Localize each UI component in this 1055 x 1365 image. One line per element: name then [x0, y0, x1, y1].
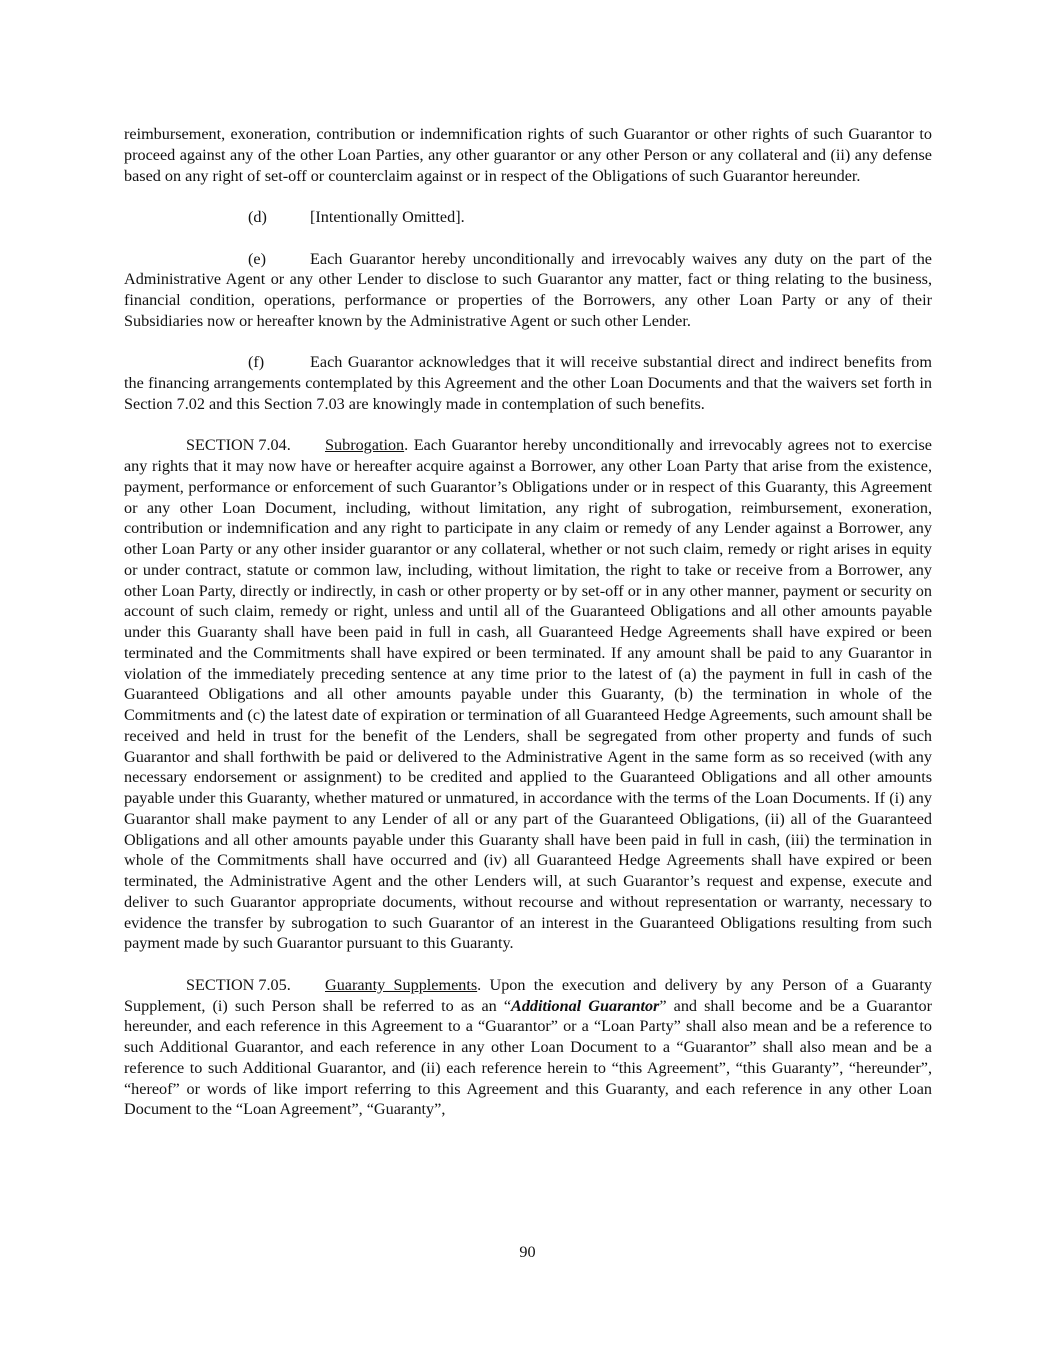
page-number: 90 — [519, 1243, 536, 1261]
section-text: Each Guarantor hereby unconditionally and irrevocably agrees not to exercise any rights that it may now have or hereafter acquire against a Borrower, any other Loan Party that arise from the existence, payment, performance or enforcement of such Guarantor’s Obligations under or in respect of this Guaranty, this Agreement or any other Loan Document, including, without limitation, any right of subrogation, reimbursement, exoneration, contribution or indemnification and any right to participate in any claim or remedy of any Lender against a Borrower, any other Loan Party or any other insider guarantor or any collateral, whether or not such claim, remedy or right arises in equity or under contract, statute or common law, including, without limitation, the right to take or receive from a Borrower, any other Loan Party, directly or indirectly, in cash or other property or by set-off or in any other manner, payment or security on account of such claim, remedy or right, unless and until all of the Guaranteed Obligations and all other amounts payable under this Guaranty shall have been paid in full in cash, all Guaranteed Hedge Agreements shall have expired or been terminated and the Commitments shall have expired or been terminated. If any amount shall be paid to any Guarantor in violation of the immediately preceding sentence at any time prior to the latest of (a) the payment in full in cash of the Guaranteed Obligations and all other amounts payable under this Guaranty, (b) the termination in whole of the Commitments and (c) the latest date of expiration or termination of all Guaranteed Hedge Agreements, such amount shall be received and held in trust for the benefit of the Lenders, shall be segregated from other property and funds of such Guarantor and shall forthwith be paid or delivered to the Administrative Agent in the same form as so received (with any necessary endorsement or assignment) to be credited and applied to the Guaranteed Obligations and all other amounts payable under this Guaranty, whether matured or unmatured, in accordance with the terms of the Loan Documents. If (i) any Guarantor shall make payment to any Lender of all or any part of the Guaranteed Obligations, (ii) all of the Guaranteed Obligations and all other amounts payable under this Guaranty shall have been paid in full in cash, (iii) the termination in whole of the Commitments shall have occurred and (iv) all Guaranteed Hedge Agreements shall have expired or been terminated, the Administrative Agent and the other Lenders will, at such Guarantor’s request and expense, execute and deliver to such Guarantor appropriate documents, without recourse and without representation or warranty, necessary to evidence the transfer by subrogation to such Guarantor of an interest in the Guaranteed Obligations resulting from such payment made by such Guarantor pursuant to this Guaranty. — [124, 436, 932, 953]
section-7-05 — [124, 975, 932, 1120]
clause-label: (e) — [248, 249, 266, 268]
clause-d — [124, 207, 932, 228]
section-number: SECTION 7.05. — [186, 975, 291, 994]
section-title-punct: . — [404, 436, 414, 455]
clause-text: Each Guarantor hereby unconditionally and irrevocably waives any duty on the part of the Administrative Agent or any other Lender to disclose to such Guarantor any matter, fact or thing relating to the business, financial condition, operations, performance or properties of the Borrowers, any other Loan Party or any of their Subsidiaries now or hereafter known by the Administrative Agent or such other Lender. — [124, 249, 932, 330]
section-text: ” and shall become and be a Guarantor hereunder, and each reference in this Agreement to a “Guarantor” or a “Loan Party” shall also mean and be a reference to such Additional Guarantor, and each reference in any other Loan Document to a “Guarantor” shall also mean and be a reference to such Additional Guarantor, and (ii) each reference herein to “this Agreement”, “this Guaranty”, “hereunder”, “hereof” or words of like import referring to this Agreement and this Guaranty, and each reference in any other Loan Document to the “Loan Agreement”, “Guaranty”, — [124, 996, 932, 1119]
clause-e — [124, 249, 932, 332]
paragraph-text: reimbursement, exoneration, contribution or indemnification rights of such Guarantor or other rights of such Guarantor to proceed against any of the other Loan Parties, any other guarantor or any other Person or any collateral and (ii) any defense based on any right of set-off or counterclaim against or in respect of the Obligations of such Guarantor hereunder. — [124, 125, 932, 185]
section-text: Upon the execution and delivery by any Person of a Guaranty Supplement, (i) such Person shall be referred to as an “ — [124, 975, 932, 1015]
defined-term: Additional Guarantor — [511, 996, 660, 1015]
clause-text: [Intentionally Omitted]. — [310, 208, 465, 226]
section-title: Subrogation — [325, 436, 405, 455]
section-title-punct: . — [477, 975, 490, 994]
document-page — [124, 124, 932, 1120]
clause-text: Each Guarantor acknowledges that it will receive substantial direct and indirect benefits from the financing arrangements contemplated by this Agreement and the other Loan Documents and that the waivers set forth in Section 7.02 and this Section 7.03 are knowingly made in contemplation of such benefits. — [124, 353, 932, 413]
clause-label: (d) — [248, 208, 267, 226]
clause-label: (f) — [248, 353, 265, 372]
section-title: Guaranty Supplements — [325, 975, 478, 994]
clause-f — [124, 352, 932, 414]
paragraph-continuation — [124, 124, 932, 186]
section-number: SECTION 7.04. — [186, 436, 291, 455]
section-7-04 — [124, 435, 932, 954]
